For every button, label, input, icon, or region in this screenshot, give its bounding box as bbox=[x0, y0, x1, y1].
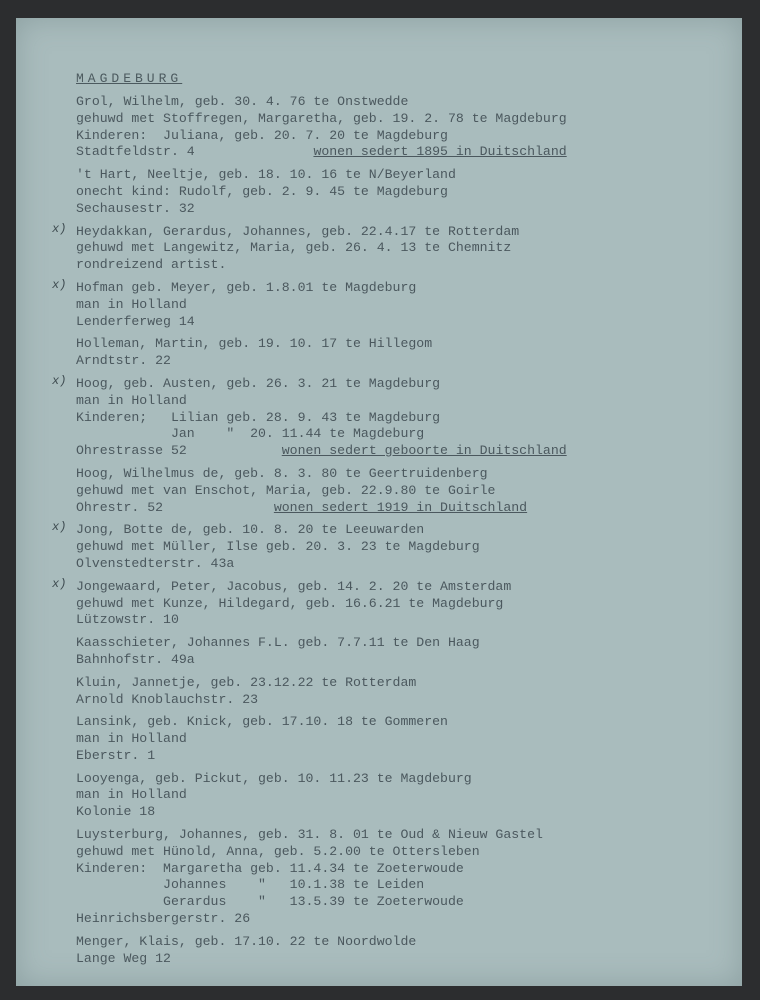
register-entry bbox=[76, 466, 716, 516]
note-spacer bbox=[187, 443, 282, 458]
document-title: MAGDEBURG bbox=[76, 71, 183, 86]
entry-line bbox=[76, 556, 716, 573]
entry-line bbox=[76, 257, 716, 274]
margin-mark: x) bbox=[52, 576, 67, 591]
register-entry bbox=[52, 576, 716, 629]
entry-line bbox=[76, 184, 716, 201]
entry-line-text: rondreizend artist. bbox=[76, 257, 227, 273]
entry-line bbox=[76, 280, 716, 297]
residence-note: wonen sedert geboorte in Duitschland bbox=[281, 443, 567, 459]
register-entry bbox=[76, 714, 716, 764]
entry-line bbox=[76, 128, 716, 145]
entry-line bbox=[76, 714, 716, 731]
entry-line-text: Hoog, Wilhelmus de, geb. 8. 3. 80 te Geertruidenberg bbox=[76, 465, 488, 481]
entry-line bbox=[76, 675, 716, 692]
entry-line bbox=[76, 297, 716, 314]
entry-line-text: Kaasschieter, Johannes F.L. geb. 7.7.11 te Den Haag bbox=[76, 635, 480, 651]
entry-line bbox=[76, 787, 716, 804]
register-entry bbox=[76, 635, 716, 669]
entry-line-text: Johannes " 10.1.38 te Leiden bbox=[76, 877, 425, 893]
entry-line-text: Lansink, geb. Knick, geb. 17.10. 18 te Gommeren bbox=[76, 714, 448, 730]
entry-line-text: Heinrichsbergerstr. 26 bbox=[76, 911, 251, 927]
entry-line-text: Kinderen: Juliana, geb. 20. 7. 20 te Magdeburg bbox=[76, 127, 448, 143]
entry-line-text: Kinderen: Margaretha geb. 11.4.34 te Zoeterwoude bbox=[76, 860, 464, 876]
entry-line bbox=[76, 934, 716, 951]
entry-line-text: Kinderen; Lilian geb. 28. 9. 43 te Magdeburg bbox=[76, 409, 441, 425]
entry-line-text: Olvenstedterstr. 43a bbox=[76, 555, 235, 571]
entry-line bbox=[76, 539, 716, 556]
entry-line bbox=[76, 951, 716, 968]
entry-line-text: Hoog, geb. Austen, geb. 26. 3. 21 te Magdeburg bbox=[76, 375, 441, 391]
entry-line-text: Ohrestr. 52 bbox=[76, 499, 164, 515]
entry-line bbox=[76, 911, 716, 928]
entry-line-text: Jong, Botte de, geb. 10. 8. 20 te Leeuwarden bbox=[76, 522, 425, 538]
register-entry bbox=[52, 373, 716, 460]
register-entry bbox=[76, 167, 716, 217]
register-entry bbox=[76, 94, 716, 161]
entry-line bbox=[76, 201, 716, 218]
entry-line-text: Bahnhofstr. 49a bbox=[76, 651, 195, 667]
entry-line bbox=[76, 861, 716, 878]
entry-line-text: gehuwd met van Enschot, Maria, geb. 22.9.80 te Goirle bbox=[76, 482, 496, 498]
entry-line-text: Heydakkan, Gerardus, Johannes, geb. 22.4.17 te Rotterdam bbox=[76, 223, 520, 239]
entry-line-text: Kolonie 18 bbox=[76, 804, 156, 820]
entry-line-text: 't Hart, Neeltje, geb. 18. 10. 16 te N/Beyerland bbox=[76, 167, 456, 183]
entry-line-text: gehuwd met Kunze, Hildegard, geb. 16.6.21 te Magdeburg bbox=[76, 595, 504, 611]
entry-line-text: man in Holland bbox=[76, 731, 187, 747]
entry-line-text: gehuwd met Langewitz, Maria, geb. 26. 4. 13 te Chemnitz bbox=[76, 240, 512, 256]
register-entry bbox=[76, 771, 716, 821]
entry-line bbox=[76, 596, 716, 613]
entry-line-text: Jongewaard, Peter, Jacobus, geb. 14. 2. 20 te Amsterdam bbox=[76, 578, 512, 594]
entry-line-text: gehuwd met Hünold, Anna, geb. 5.2.00 te Ottersleben bbox=[76, 843, 480, 859]
entry-line-text: Grol, Wilhelm, geb. 30. 4. 76 te Onstwedde bbox=[76, 94, 409, 109]
entry-line-text: Eberstr. 1 bbox=[76, 747, 156, 763]
document-content bbox=[52, 70, 716, 967]
entry-line bbox=[76, 635, 716, 652]
entry-line bbox=[76, 426, 716, 443]
margin-mark: x) bbox=[52, 221, 67, 236]
entry-line bbox=[76, 314, 716, 331]
entry-line bbox=[76, 804, 716, 821]
entry-line-text: Arndtstr. 22 bbox=[76, 353, 171, 369]
entry-line bbox=[76, 579, 716, 596]
entry-line bbox=[76, 612, 716, 629]
note-spacer bbox=[163, 500, 274, 515]
entry-line bbox=[76, 224, 716, 241]
entry-line-text: Arnold Knoblauchstr. 23 bbox=[76, 691, 259, 707]
entry-line-text: Lange Weg 12 bbox=[76, 950, 171, 966]
entry-line bbox=[76, 844, 716, 861]
entry-line bbox=[76, 111, 716, 128]
entry-line-text: gehuwd met Stoffregen, Margaretha, geb. 19. 2. 78 te Magdeburg bbox=[76, 110, 567, 126]
entry-line bbox=[76, 652, 716, 669]
residence-note: wonen sedert 1919 in Duitschland bbox=[273, 499, 528, 515]
entry-line-text: gehuwd met Müller, Ilse geb. 20. 3. 23 te Magdeburg bbox=[76, 539, 480, 555]
entry-line-text: Stadtfeldstr. 4 bbox=[76, 144, 195, 160]
entry-line bbox=[76, 500, 716, 517]
entry-line bbox=[76, 771, 716, 788]
entry-line bbox=[76, 376, 716, 393]
entry-line-text: Lenderferweg 14 bbox=[76, 313, 195, 329]
register-entry bbox=[76, 827, 716, 928]
entry-line bbox=[76, 410, 716, 427]
entry-line bbox=[76, 894, 716, 911]
entry-line bbox=[76, 483, 716, 500]
entry-line-text: Sechausestr. 32 bbox=[76, 200, 195, 216]
entry-line bbox=[76, 522, 716, 539]
entry-line bbox=[76, 827, 716, 844]
register-entry bbox=[76, 336, 716, 370]
entry-line-text: man in Holland bbox=[76, 392, 187, 408]
residence-note: wonen sedert 1895 in Duitschland bbox=[313, 144, 567, 160]
register-entry bbox=[52, 221, 716, 274]
entry-line bbox=[76, 692, 716, 709]
entry-line-text: Holleman, Martin, geb. 19. 10. 17 te Hillegom bbox=[76, 336, 433, 352]
entry-line bbox=[76, 731, 716, 748]
entry-line bbox=[76, 94, 716, 111]
entry-line bbox=[76, 443, 716, 460]
margin-mark: x) bbox=[52, 277, 67, 292]
register-entry bbox=[52, 277, 716, 330]
entry-line-text: Luysterburg, Johannes, geb. 31. 8. 01 te Oud & Nieuw Gastel bbox=[76, 827, 543, 843]
entry-line-text: Jan " 20. 11.44 te Magdeburg bbox=[76, 426, 425, 442]
register-entry bbox=[76, 675, 716, 709]
entry-line-text: Looyenga, geb. Pickut, geb. 10. 11.23 te Magdeburg bbox=[76, 770, 472, 786]
entry-line-text: man in Holland bbox=[76, 787, 187, 803]
entry-line-text: Lützowstr. 10 bbox=[76, 612, 179, 628]
entry-line bbox=[76, 393, 716, 410]
entry-line-text: man in Holland bbox=[76, 296, 187, 312]
entry-line-text: Ohrestrasse 52 bbox=[76, 443, 187, 459]
entry-line bbox=[76, 167, 716, 184]
entry-line bbox=[76, 353, 716, 370]
note-spacer bbox=[195, 144, 314, 159]
document-page bbox=[16, 18, 742, 986]
entry-line bbox=[76, 466, 716, 483]
entry-line-text: Hofman geb. Meyer, geb. 1.8.01 te Magdeburg bbox=[76, 279, 417, 295]
entry-line bbox=[76, 877, 716, 894]
entry-line-text: Gerardus " 13.5.39 te Zoeterwoude bbox=[76, 894, 464, 910]
entry-line-text: onecht kind: Rudolf, geb. 2. 9. 45 te Magdeburg bbox=[76, 183, 448, 199]
margin-mark: x) bbox=[52, 520, 67, 535]
entry-line bbox=[76, 748, 716, 765]
entry-line bbox=[76, 144, 716, 161]
entry-line-text: Kluin, Jannetje, geb. 23.12.22 te Rotterdam bbox=[76, 674, 417, 690]
entry-line bbox=[76, 336, 716, 353]
entry-line-text: Menger, Klais, geb. 17.10. 22 te Noordwolde bbox=[76, 933, 417, 949]
margin-mark: x) bbox=[52, 373, 67, 388]
register-entry bbox=[52, 520, 716, 572]
register-entry bbox=[76, 934, 716, 968]
entry-line bbox=[76, 240, 716, 257]
